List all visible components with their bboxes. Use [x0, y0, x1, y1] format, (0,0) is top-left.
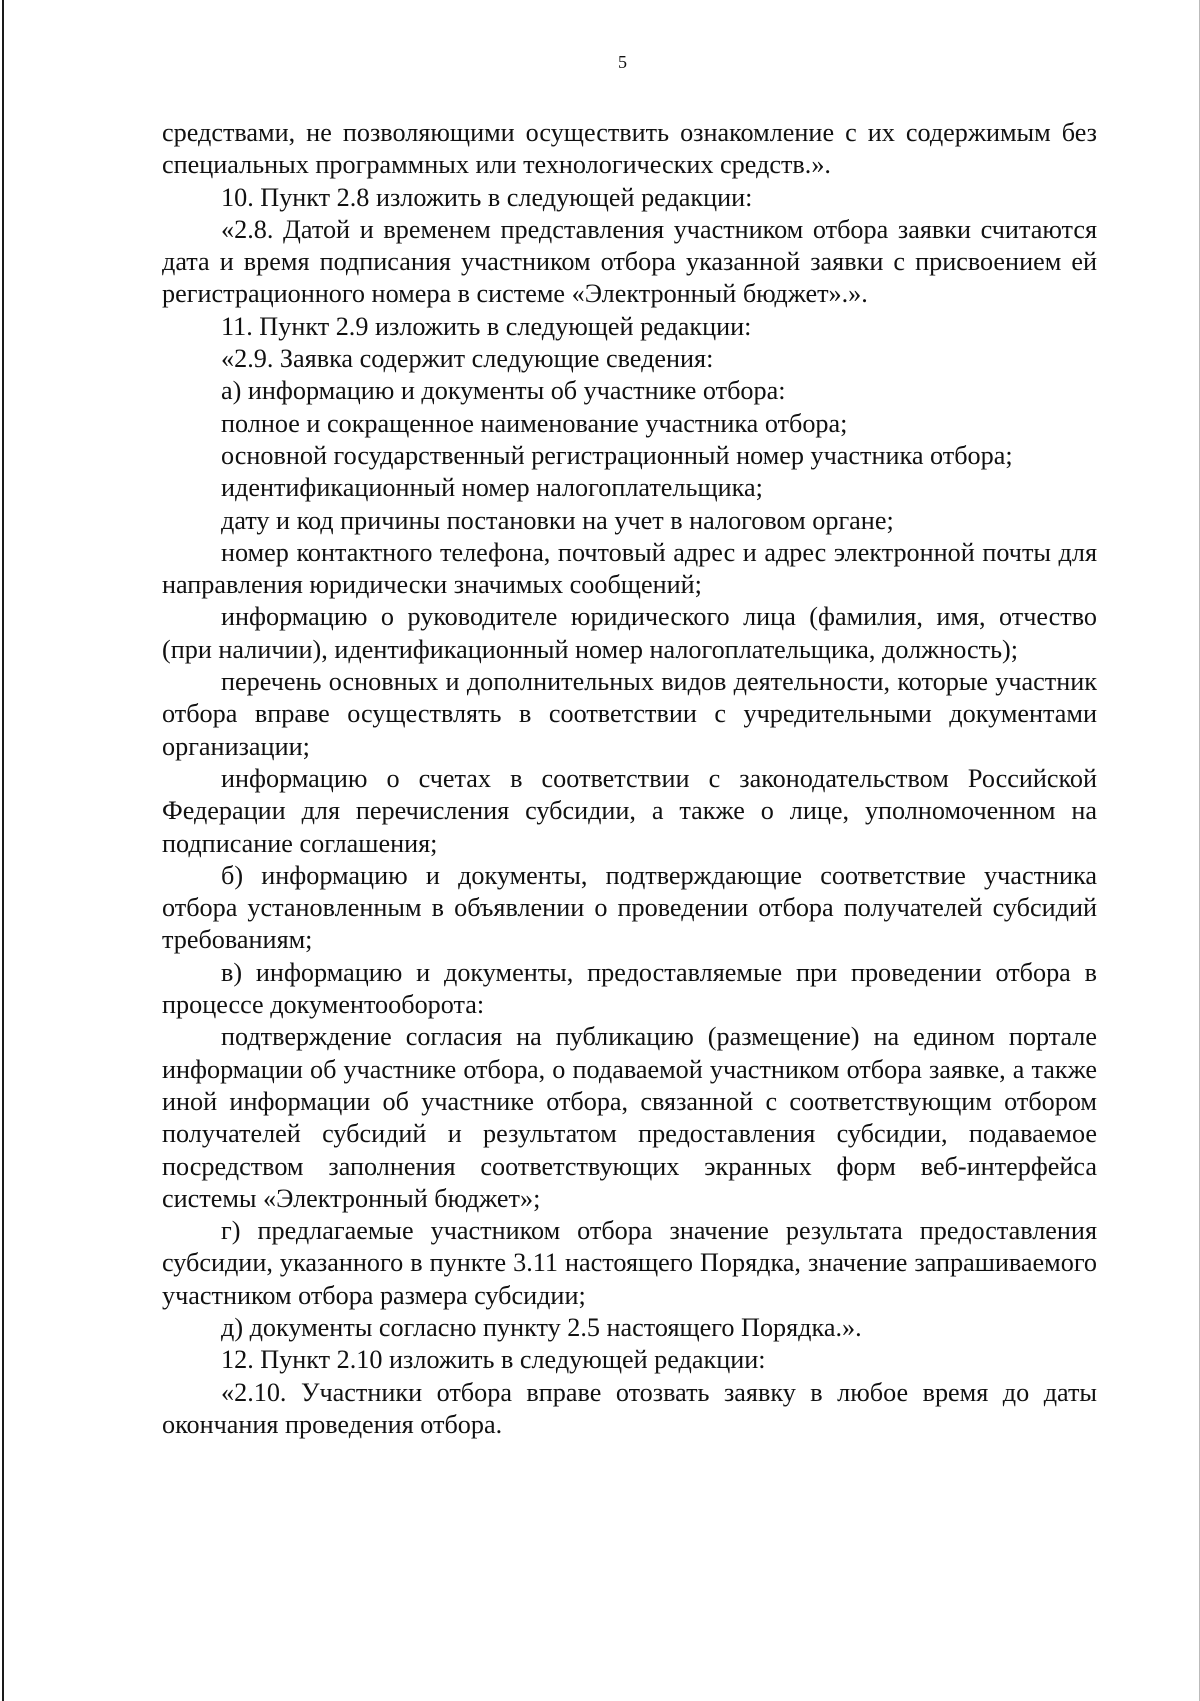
paragraph-continuation: средствами, не позволяющими осуществить ознакомление с их содержимым без специальных программных или технологических средств.».	[162, 118, 1097, 180]
paragraph-item-10: 10. Пункт 2.8 изложить в следующей редакции:	[221, 182, 753, 212]
paragraph-ogrn: основной государственный регистрационный номер участника отбора;	[221, 440, 1013, 470]
paragraph-subitem-d: д) документы согласно пункту 2.5 настоящего Порядка.».	[221, 1312, 862, 1342]
page-number: 5	[618, 52, 627, 72]
paragraph-accounts: информацию о счетах в соответствии с законодательством Российской Федерации для перечисления субсидии, а также о лице, уполномоченном на подписание соглашения;	[162, 763, 1097, 858]
paragraph-subitem-g: г) предлагаемые участником отбора значение результата предоставления субсидии, указанного в пункте 3.11 настоящего Порядка, значение запрашиваемого участником отбора размера субсидии;	[162, 1216, 1097, 1310]
paragraph-consent: подтверждение согласия на публикацию (размещение) на едином портале информации об участнике отбора, о подаваемой участником отбора заявке, а также иной информации об участнике отбора, связанной с соответствующим отбором получателей субсидий и результатом предоставления субсидии, подаваемое посредством заполнения соответствующих экранных форм веб-интерфейса системы «Электронный бюджет»;	[162, 1022, 1097, 1213]
paragraph-item-11: 11. Пункт 2.9 изложить в следующей редакции:	[221, 311, 752, 341]
paragraph-item-12: 12. Пункт 2.10 изложить в следующей редакции:	[221, 1345, 766, 1375]
paragraph-activities: перечень основных и дополнительных видов деятельности, которые участник отбора вправе осуществлять в соответствии с учредительными документами организации;	[162, 667, 1097, 761]
paragraph-subitem-v: в) информацию и документы, предоставляемые при проведении отбора в процессе документооборота:	[162, 957, 1097, 1020]
paragraph-subitem-a: а) информацию и документы об участнике отбора:	[221, 376, 786, 406]
paragraph-subitem-b: б) информацию и документы, подтверждающие соответствие участника отбора установленным в объявлении о проведении отбора получателей субсидий требованиям;	[162, 860, 1097, 955]
paragraph-head-info: информацию о руководителе юридического лица (фамилия, имя, отчество (при наличии), идентификационный номер налогоплательщика, должность);	[162, 602, 1097, 664]
paragraph-inn: идентификационный номер налогоплательщика;	[221, 473, 763, 503]
paragraph-clause-2-10: «2.10. Участники отбора вправе отозвать заявку в любое время до даты окончания проведения отбора.	[162, 1377, 1097, 1439]
paragraph-kpp: дату и код причины постановки на учет в налоговом органе;	[221, 505, 894, 535]
scan-edge-left	[2, 0, 4, 1701]
paragraph-clause-2-9: «2.9. Заявка содержит следующие сведения:	[221, 344, 714, 374]
paragraph-clause-2-8: «2.8. Датой и временем представления участником отбора заявки считаются дата и время подписания участником отбора указанной заявки с присвоением ей регистрационного номера в системе «Электронный бюджет».».	[162, 214, 1097, 309]
paragraph-contacts: номер контактного телефона, почтовый адрес и адрес электронной почты для направления юридически значимых сообщений;	[162, 537, 1097, 600]
paragraph-full-name: полное и сокращенное наименование участника отбора;	[221, 408, 848, 438]
document-body	[162, 117, 1097, 1441]
